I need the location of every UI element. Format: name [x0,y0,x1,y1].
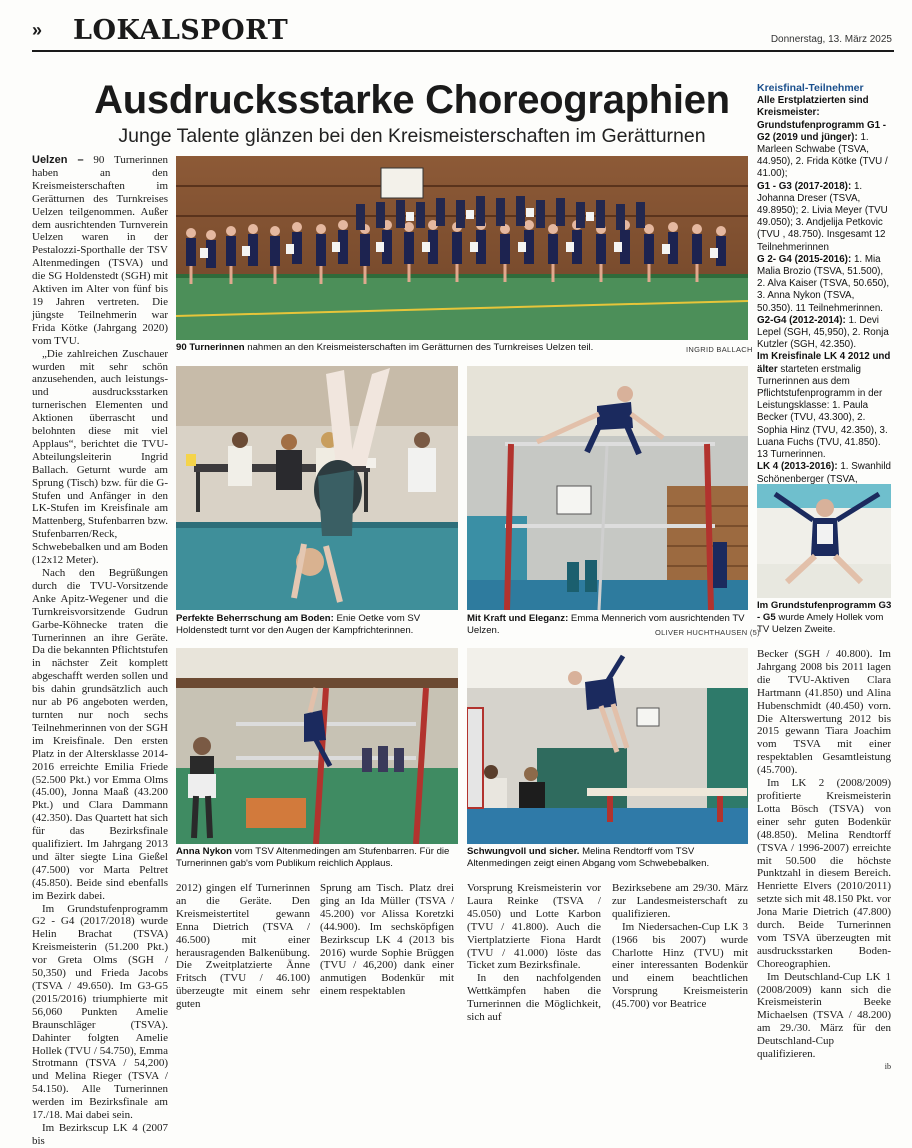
floor-photo [176,366,458,610]
article-paragraph: Vorsprung Kreismeisterin vor Laura Reinke (TSVA / 45.050) und Lotte Karbon (TVU / 41.800). Auch die Viertplatzierte Fiona Hardt (TVU / 41.000) löste das Ticket zum Bezirksfinale. [467,882,601,972]
group-photo-credit: INGRID BALLACH [686,345,753,354]
sidebar-entry: G 2- G4 (2015-2016): 1. Mia Malia Brozio (TSVA, 51.500), 2. Alva Kaiser (TSVA, 50.650), 3. Anna Nykon (TSVA, 50.350). 11 Teilnehmerinnen. [757,253,890,314]
side-photo-caption: Im Grundstufenprogramm G3 - G5 wurde Amely Hollek vom TV Uelzen Zweite. [757,600,892,635]
beam-photo-caption: Schwungvoll und sicher. Melina Rendtorff vom TSV Altenmedingen zeigt einen Abgang vom Schwebebalken. [467,846,710,869]
sidebar-title: Kreisfinal-Teilnehmer [757,82,864,94]
sidebar-entry: LK 4 (2013-2016): 1. Swanhild Schönenberger (TSVA, [757,461,891,485]
article-column-6 [757,648,891,1074]
article-paragraph: 2012) gingen elf Turnerinnen an die Geräte. Den Kreismeistertitel gewann Enna Dietrich (TSVA / 46.500) mit einer herausragenden Balkenübung. Die Zweitplatzierte Änne Fritsch (TVU / 46.100) überzeugte mit einem sehr guten [176,882,310,1011]
beam-photo [467,648,748,844]
article-paragraph: Bezirksebene am 29/30. März zur Landesmeisterschaft zu qualifizieren. [612,882,748,920]
header-rule [32,50,894,52]
floor-photo-caption: Perfekte Beherrschung am Boden: Enie Oetke vom SV Holdenstedt turnt vor den Augen der Kampfrichterinnen. [176,613,421,636]
bars-photo-credit: OLIVER HUCHTHAUSEN (5) [655,628,760,637]
article-paragraph: Im Niedersachen-Cup LK 3 (1966 bis 2007) wurde Charlotte Hinz (TVU) mit einer interessanten Bodenkür und einem beachtlichen Vorsprung Kreismeisterin (45.700) vor Beatrice [612,920,748,1011]
issue-date: Donnerstag, 13. März 2025 [770,34,892,45]
article-paragraph: Im LK 2 (2008/2009) profitierte Kreismeisterin Lotta Bösch (TSVA) von einer sehr guten Bodenkür (48.850). Melina Rendtorff (TSVA / 1996-2007) erreichte mit 50.500 die höchste Punktzahl in diesem Bereich. Henriette Elvers (2010/2011) setzte sich mit 48.150 Pkt. vor Jona Marie Dietrich (47.800) durch. Beide Turnerinnen vom TSVA überzeugten mit ausdrucksstarken Boden-Choreographien. [757,777,891,970]
sidebar-entry: G1 - G3 (2017-2018): 1. Johanna Dreser (TSVA, 49.8950); 2. Livia Meyer (TVU 49.050); 3. Andjelija Petkovic (TVU , 48.750). Insgesamt 12 Teilnehmerinnen [757,180,888,253]
article-paragraph: „Die zahlreichen Zuschauer wurden mit sehr schön anzusehenden, auch leistungs- und ausdrucksstarken turnerischen Elementen und Aktionen überrascht und belohnten diese mit viel Applaus“, berichtet die TVU-Abteilungsleiterin Ingrid Ballach. Geturnt wurde am Sprung (Tisch) bzw. für die G-Stufen und Anfänger in den LK-Stufen im Kreisfinale am Mattenberg, Stufenbarren bzw. Stufenbarren/Reck, Schwebebalken und am Boden (12x12 Meter). [32,347,168,567]
article-column-3 [320,882,454,998]
article-paragraph: Sprung am Tisch. Platz drei ging an Ida Müller (TSVA / 45.200) vor Alissa Koretzki (44.900). Im sechsköpfigen Bezirkscup LK 4 (2013 bis 2016) wurde Sophie Brüggen (TVU / 46,200) dank einer anmutigen Bodenkür mit einem respektablen [320,882,454,998]
article-paragraph: Im Bezirkscup LK 4 (2007 bis [32,1121,168,1147]
group-photo-caption: 90 Turnerinnen nahmen an den Kreismeisterschaften im Gerätturnen des Turnkreises Uelzen teil. [176,342,594,353]
sidebar-entry: Grundstufenprogramm G1 -G2 (2019 und jünger): 1. Marleen Schwabe (TSVA, 44.950), 2. Frida Kötke (TVU / 41.00); [757,119,888,180]
group-photo [176,156,748,340]
sidebar-intro: Alle Erstplatzierten sind Kreismeister: [757,95,869,119]
article-column-2 [176,882,310,1011]
article-paragraph: Nach den Begrüßungen durch die TVU-Vorsitzende Anke Apitz-Wegener und die Turnkreisvorsitzende Gudrun Garbe-Köhnecke traten die Turnerinnen an ihre Geräte. Da die bekannten Pflichtstufen in nächster Zeit komplett abgeschafft werden sollen und bis dahin grundsätzlich auch nur ab P6 angeboten werden, turnten nur noch sechs Teilnehmerinnen von der SGH im Kreisfinale. Den ersten Platz in der Altersklasse 2014-2016 erreichte Emilia Friede (52.500 Pkt.) vor Emma Olms (45.00), Jonna Maaß (43.200 Pkt.) und Clara Dammann (42.350). Das Quartett hat sich für das Bezirksfinale qualifiziert. Im Jahrgang 2013 und älter siegte Lina Gießel (47.500) vor Marta Peltret (45.850). Beide sind ebenfalls im Bezirk dabei. [32,567,168,902]
bars-photo-anna [176,648,458,844]
article-paragraph: Im Deutschland-Cup LK 1 (2008/2009) kann sich die Kreismeisterin Beeke Michaelsen (TSVA / 48.200) am 29./30. März für den Deutschland-Cup qualifizieren. [757,970,891,1061]
bars-photo-caption: Mit Kraft und Eleganz: Emma Mennerich vom ausrichtenden TV Uelzen. [467,613,745,636]
subheadline: Junge Talente glänzen bei den Kreismeisterschaften im Gerätturnen [118,125,706,147]
headline: Ausdrucksstarke Choreographien [94,78,730,122]
side-photo [757,484,891,598]
sidebar-entry: Im Kreisfinale LK 4 2012 und älter starteten erstmalig Turnerinnen aus dem Pflichtstufenprogramm in der Leistungsklasse: 1. Paula Becker (TVU, 43.300), 2. Sophia Hinz (TVU, 42.350), 3. Luana Fuchs (TVU, 41.850). 13 Turnerinnen. [757,351,891,461]
article-paragraph: Im Grundstufenprogramm G2 - G4 (2017/2018) wurde Helin Brachat (TSVA) Kreismeisterin (51.200 Pkt.) vor Greta Olms (SGH / 50,350) und Frieda Jacobs (TSVA / 49.650). Im G3-G5 (2015/2016) triumphierte mit 56,060 Punkten Amelie Braunschläger (TSVA). Dahinter folgten Amelie Hollek (TVU / 54.750), Emma Strotmann (TSVA / 54,200) und Melina Rieger (TSVA / 54.150). Alle Turnerinnen werden im Bezirksfinale am 17./18. Mai dabei sein. [32,902,168,1122]
article-column-4 [467,882,601,1024]
article-column-5 [612,882,748,1011]
anna-photo-caption: Anna Nykon vom TSV Altenmedingen am Stufenbarren. Für die Turnerinnen gab's vom Publikum reichlich Applaus. [176,846,450,869]
section-title: LOKALSPORT [73,15,289,46]
sidebar-entry: G2-G4 (2012-2014): 1. Devi Lepel (SGH, 45,950), 2. Ronja Kutzler (SGH, 42.350). [757,314,889,351]
author-signature: ib [884,1062,891,1071]
article-column-1 [32,154,168,1148]
results-sidebar [757,82,891,535]
section-marker: » [32,20,43,40]
article-paragraph: Becker (SGH / 40.800). Im Jahrgang 2008 bis 2011 lagen die TVU-Aktiven Clara Hartmann (41.850) und Alina Hubenschmidt (40.450) vorn. Die Alterswertung 2012 bis 2015 gewann Tiara Joachim vom TSVA mit einer respektablen Gesamtleistung (45.700). [757,648,891,777]
article-paragraph: In den nachfolgenden Wettkämpfen haben die Turnerinnen die Möglichkeit, sich auf [467,972,601,1024]
bars-photo-emma [467,366,748,610]
article-paragraph: Uelzen – 90 Turnerinnen haben an den Kreismeisterschaften im Gerätturnen des Turnkreises Uelzen teilgenommen. Außer dem ausrichtenden Turnverein Uelzen waren in der Pestalozzi-Sporthalle der TSV Altenmedingen (TSVA) und die SG Holdenstedt (SGH) mit Aktiven im Alter von fünf bis 19 Jahren vertreten. Die jüngste Teilnehmerin war Frida Kötke (Jahrgang 2020) vom TVU. [32,154,168,347]
